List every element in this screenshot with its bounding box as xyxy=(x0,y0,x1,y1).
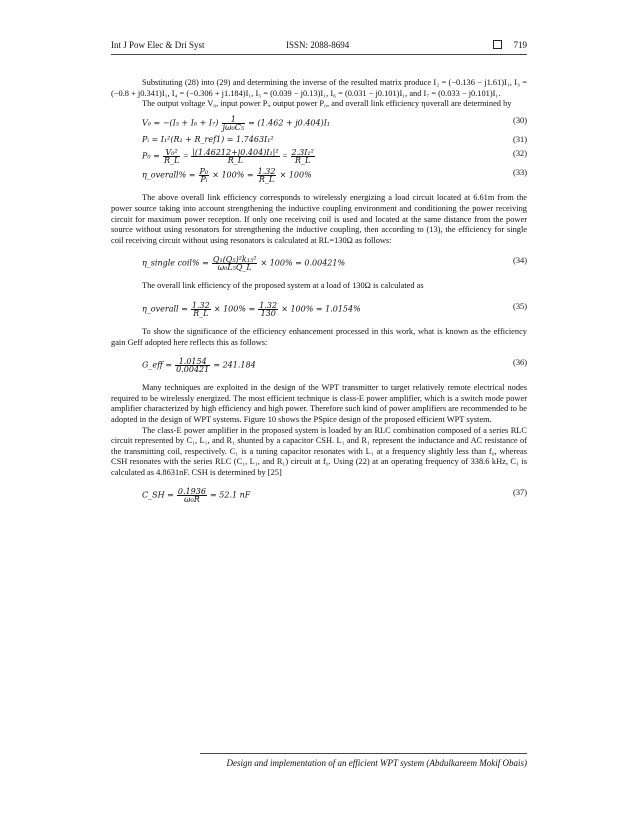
paragraph-rlc-load: The class-E power amplifier in the proposed system is loaded by an RLC combination composed of a series RLC circuit represented by C₁, L₁, and R₁ shunted by a capacitor CSH. L₁ and R₁ represent the inductance and AC resistance of the transmitting coil, respectively. C₁ is a tuning capacitor resonates with L₁ at a frequency slightly less than f₀, whereas CSH resonates with the series RLC (C₁, L₁, and R₁) circuit at f₀. Using (22) at an operating frequency of 338.6 kHz, C₁ is calculated as 4.8631nF. CSH is determined by [25] xyxy=(111,425,527,477)
footer-title: Design and implementation of an efficient WPT system (Abdulkareem Mokif Obais) xyxy=(226,758,527,768)
journal-name: Int J Pow Elec & Dri Syst xyxy=(111,40,205,50)
equation-37: C_SH = $\frac{0.1936}{\text{ω₀R}}$ = 52.1 nF (37) xyxy=(142,487,527,505)
equation-36: G_eff = $\frac{1.0154}{0.00421}$ = 241.184 (36) xyxy=(142,357,527,375)
square-icon xyxy=(493,40,502,49)
paragraph-substitution: Substituting (28) into (29) and determining the inverse of the resulted matrix produce I₂ = (−0.136 − j1.61)I₁, I₃ = (−0.8 + j0.341)I₁, I₄ = (−0.306 + j1.184)I₁, I₅ = (0.039 − j0.13)I₁, I₆ = (0.031 − j0.101)I₁, and I₇ = (0.033 − j0.101)I₁. xyxy=(111,78,527,98)
equation-32: P₀ = $\frac{\text{V₀²}}{R\_L}$ = $\frac{\text{|(1.46212+j0.404)I₁|²}}{R\_L}$ = $\frac{\text{2.3I₁²}}{R\_L}$ (32) xyxy=(142,148,527,166)
equation-30: V₀ = −(I₅ + I₆ + I₇) $\frac{1}{\text{jω₀C₅}}$ = (1.462 + j0.404)I₁ (30) xyxy=(142,114,527,132)
running-footer xyxy=(200,753,527,768)
paragraph-overall-130: The overall link efficiency of the proposed system at a load of 130Ω is calculated as xyxy=(142,281,424,291)
issn: ISSN: 2088-8694 xyxy=(286,40,350,50)
paragraph-class-e: Many techniques are exploited in the design of the WPT transmitter to target relatively remote electrical nodes required to be wirelessly energized. The most efficient technique is class-E power amplifier, which is a switch mode power amplifier characterized by high efficiency and high power. Therefore such kind of power amplifiers are recommended to be adopted in the design of WPT systems. Figure 10 shows the PSpice design of the proposed efficient WPT system. xyxy=(111,383,527,424)
page-number: 719 xyxy=(513,40,527,50)
paragraph-output-definitions: The output voltage V₀, input power Pᵢ, output power P₀, and overall link efficiency ηoverall are determined by xyxy=(142,99,512,109)
page-body xyxy=(111,78,527,507)
equation-34: η_single coil% = $\frac{\text{Q₁(Q₅)²k₁₅²}}{\text{ω₀L₅Q\_L}}$ × 100% = 0.00421% (34) xyxy=(142,255,527,273)
equation-33: η_overall% = $\frac{\text{P₀}}{\text{Pᵢ}}$ × 100% = $\frac{1.32}{R\_L}$ × 100% (33) xyxy=(142,167,527,185)
paragraph-efficiency-gain: To show the significance of the efficiency enhancement processed in this work, what is known as the efficiency gain Geff adopted here reflects this as follows: xyxy=(111,326,527,347)
equation-35: η_overall = $\frac{1.32}{R\_L}$ × 100% = $\frac{1.32}{130}$ × 100% = 1.0154% (35) xyxy=(142,300,527,318)
paragraph-link-efficiency: The above overall link efficiency corresponds to wirelessly energizing a load circuit located at 6.61m from the power source taking into account strengthening the inductive coupling environment and conditioning the power receiving circuit for maximum power reception. If only one receiving coil is used and located at the same distance from the power source without using resonators for strengthening the inductive coupling, then according to (13), the efficiency for single coil receiving circuit without using resonators is calculated at RL=130Ω as follows: xyxy=(111,193,527,245)
running-header xyxy=(111,38,527,55)
equation-31: Pᵢ = I₁²(R₁ + R_ref1) = 1.7463I₁² (31) xyxy=(142,134,527,144)
